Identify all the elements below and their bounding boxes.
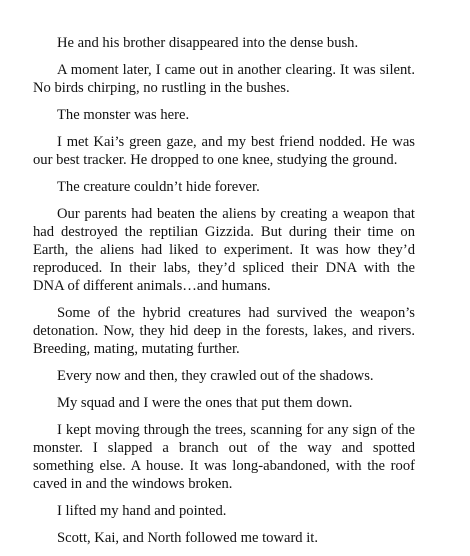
paragraph: He and his brother disappeared into the dense bush.: [57, 35, 359, 51]
paragraph: A moment later, I came out in another clearing. It was silent. No birds chirping, no rustling in the bushes.: [33, 62, 415, 96]
paragraph: I lifted my hand and pointed.: [57, 503, 227, 519]
paragraph: I met Kai’s green gaze, and my best friend nodded. He was our best tracker. He dropped to one knee, studying the ground.: [33, 134, 415, 168]
paragraph: The monster was here.: [57, 107, 190, 123]
paragraph: My squad and I were the ones that put them down.: [57, 395, 353, 411]
book-page: [33, 34, 415, 556]
paragraph: I kept moving through the trees, scanning for any sign of the monster. I slapped a branch out of the way and spotted something else. A house. It was long-abandoned, with the roof caved in and the windows broken.: [33, 422, 415, 492]
paragraph: The creature couldn’t hide forever.: [57, 179, 260, 195]
paragraph: Some of the hybrid creatures had survived the weapon’s detonation. Now, they hid deep in the forests, lakes, and rivers. Breeding, mating, mutating further.: [33, 305, 415, 357]
paragraph: Every now and then, they crawled out of the shadows.: [57, 368, 374, 384]
paragraph: Scott, Kai, and North followed me toward it.: [57, 530, 319, 546]
paragraph: Our parents had beaten the aliens by creating a weapon that had destroyed the reptilian Gizzida. But during their time on Earth, the aliens had liked to experiment. It was how they’d reproduced. In their labs, they’d spliced their DNA with the DNA of different animals…and humans.: [33, 206, 415, 294]
